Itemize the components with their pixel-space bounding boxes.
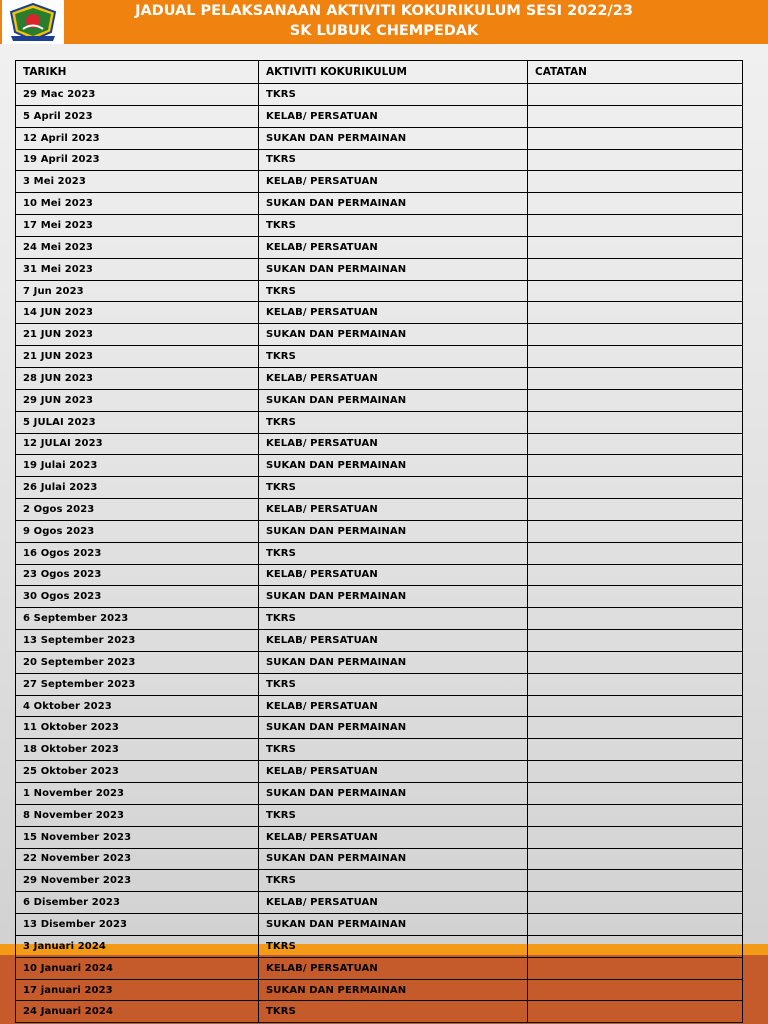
cell-date: 13 Disember 2023 <box>16 914 259 936</box>
cell-activity: KELAB/ PERSATUAN <box>259 302 528 324</box>
table-row <box>16 520 743 542</box>
table-row <box>16 171 743 193</box>
cell-notes <box>528 84 743 106</box>
cell-date: 25 Oktober 2023 <box>16 761 259 783</box>
cell-notes <box>528 914 743 936</box>
cell-notes <box>528 1001 743 1023</box>
table-row <box>16 630 743 652</box>
cell-date: 16 Ogos 2023 <box>16 542 259 564</box>
cell-date: 12 JULAI 2023 <box>16 433 259 455</box>
cell-date: 6 September 2023 <box>16 608 259 630</box>
schedule-table <box>15 60 743 1023</box>
cell-activity: KELAB/ PERSATUAN <box>259 761 528 783</box>
cell-notes <box>528 411 743 433</box>
cell-activity: KELAB/ PERSATUAN <box>259 564 528 586</box>
table-row <box>16 149 743 171</box>
cell-activity: TKRS <box>259 1001 528 1023</box>
cell-activity: TKRS <box>259 346 528 368</box>
cell-date: 7 Jun 2023 <box>16 280 259 302</box>
cell-date: 3 Januari 2024 <box>16 935 259 957</box>
title-bar <box>0 0 768 44</box>
cell-notes <box>528 367 743 389</box>
table-row <box>16 848 743 870</box>
cell-notes <box>528 564 743 586</box>
cell-notes <box>528 149 743 171</box>
cell-activity: TKRS <box>259 935 528 957</box>
cell-date: 13 September 2023 <box>16 630 259 652</box>
page-title: JADUAL PELAKSANAAN AKTIVITI KOKURIKULUM SESI 2022/23 <box>135 3 633 19</box>
cell-date: 22 November 2023 <box>16 848 259 870</box>
cell-notes <box>528 193 743 215</box>
cell-activity: TKRS <box>259 804 528 826</box>
cell-notes <box>528 171 743 193</box>
cell-date: 10 Mei 2023 <box>16 193 259 215</box>
cell-date: 23 Ogos 2023 <box>16 564 259 586</box>
cell-notes <box>528 499 743 521</box>
cell-activity: KELAB/ PERSATUAN <box>259 630 528 652</box>
cell-activity: SUKAN DAN PERMAINAN <box>259 258 528 280</box>
table-row <box>16 673 743 695</box>
table-row <box>16 389 743 411</box>
table-row <box>16 302 743 324</box>
cell-activity: TKRS <box>259 542 528 564</box>
table-row <box>16 695 743 717</box>
cell-notes <box>528 717 743 739</box>
table-row <box>16 717 743 739</box>
cell-activity: SUKAN DAN PERMAINAN <box>259 979 528 1001</box>
cell-date: 9 Ogos 2023 <box>16 520 259 542</box>
table-row <box>16 346 743 368</box>
table-row <box>16 433 743 455</box>
cell-notes <box>528 346 743 368</box>
table-row <box>16 367 743 389</box>
table-row <box>16 957 743 979</box>
cell-date: 18 Oktober 2023 <box>16 739 259 761</box>
table-row <box>16 564 743 586</box>
table-row <box>16 935 743 957</box>
table-row <box>16 739 743 761</box>
cell-activity: TKRS <box>259 477 528 499</box>
cell-notes <box>528 826 743 848</box>
cell-activity: KELAB/ PERSATUAN <box>259 433 528 455</box>
table-row <box>16 914 743 936</box>
column-header-notes: CATATAN <box>528 61 743 84</box>
table-row <box>16 236 743 258</box>
cell-activity: SUKAN DAN PERMAINAN <box>259 848 528 870</box>
cell-date: 29 Mac 2023 <box>16 84 259 106</box>
cell-date: 2 Ogos 2023 <box>16 499 259 521</box>
cell-activity: SUKAN DAN PERMAINAN <box>259 586 528 608</box>
table-row <box>16 542 743 564</box>
cell-notes <box>528 215 743 237</box>
cell-notes <box>528 542 743 564</box>
cell-activity: TKRS <box>259 739 528 761</box>
table-row <box>16 477 743 499</box>
cell-activity: KELAB/ PERSATUAN <box>259 367 528 389</box>
cell-date: 26 Julai 2023 <box>16 477 259 499</box>
cell-activity: SUKAN DAN PERMAINAN <box>259 389 528 411</box>
table-row <box>16 280 743 302</box>
cell-date: 1 November 2023 <box>16 783 259 805</box>
cell-date: 4 Oktober 2023 <box>16 695 259 717</box>
table-row <box>16 826 743 848</box>
table-row <box>16 870 743 892</box>
cell-activity: SUKAN DAN PERMAINAN <box>259 651 528 673</box>
table-row <box>16 1001 743 1023</box>
cell-activity: KELAB/ PERSATUAN <box>259 695 528 717</box>
cell-date: 14 JUN 2023 <box>16 302 259 324</box>
cell-notes <box>528 280 743 302</box>
table-row <box>16 84 743 106</box>
cell-activity: TKRS <box>259 673 528 695</box>
cell-activity: TKRS <box>259 608 528 630</box>
cell-notes <box>528 433 743 455</box>
cell-notes <box>528 979 743 1001</box>
cell-activity: SUKAN DAN PERMAINAN <box>259 520 528 542</box>
cell-activity: SUKAN DAN PERMAINAN <box>259 324 528 346</box>
cell-notes <box>528 258 743 280</box>
cell-notes <box>528 848 743 870</box>
cell-notes <box>528 608 743 630</box>
table-row <box>16 455 743 477</box>
cell-notes <box>528 455 743 477</box>
table-row <box>16 411 743 433</box>
cell-date: 30 Ogos 2023 <box>16 586 259 608</box>
table-row <box>16 586 743 608</box>
cell-notes <box>528 870 743 892</box>
cell-date: 29 JUN 2023 <box>16 389 259 411</box>
cell-date: 28 JUN 2023 <box>16 367 259 389</box>
cell-activity: KELAB/ PERSATUAN <box>259 892 528 914</box>
cell-notes <box>528 761 743 783</box>
cell-date: 12 April 2023 <box>16 127 259 149</box>
table-row <box>16 651 743 673</box>
cell-notes <box>528 651 743 673</box>
cell-activity: SUKAN DAN PERMAINAN <box>259 127 528 149</box>
table-row <box>16 608 743 630</box>
cell-notes <box>528 957 743 979</box>
table-row <box>16 215 743 237</box>
table-row <box>16 127 743 149</box>
cell-date: 6 Disember 2023 <box>16 892 259 914</box>
table-row <box>16 324 743 346</box>
cell-date: 19 April 2023 <box>16 149 259 171</box>
cell-date: 15 November 2023 <box>16 826 259 848</box>
table-row <box>16 105 743 127</box>
table-row <box>16 804 743 826</box>
cell-date: 24 Mei 2023 <box>16 236 259 258</box>
cell-notes <box>528 389 743 411</box>
cell-activity: SUKAN DAN PERMAINAN <box>259 193 528 215</box>
cell-activity: SUKAN DAN PERMAINAN <box>259 783 528 805</box>
cell-notes <box>528 892 743 914</box>
cell-date: 24 Januari 2024 <box>16 1001 259 1023</box>
cell-date: 17 Mei 2023 <box>16 215 259 237</box>
cell-activity: KELAB/ PERSATUAN <box>259 105 528 127</box>
cell-notes <box>528 302 743 324</box>
cell-activity: TKRS <box>259 411 528 433</box>
cell-notes <box>528 127 743 149</box>
cell-date: 11 Oktober 2023 <box>16 717 259 739</box>
cell-notes <box>528 695 743 717</box>
cell-notes <box>528 477 743 499</box>
cell-date: 8 November 2023 <box>16 804 259 826</box>
cell-date: 21 JUN 2023 <box>16 346 259 368</box>
cell-notes <box>528 324 743 346</box>
cell-date: 5 April 2023 <box>16 105 259 127</box>
cell-date: 19 Julai 2023 <box>16 455 259 477</box>
cell-notes <box>528 630 743 652</box>
cell-activity: TKRS <box>259 149 528 171</box>
school-logo <box>2 0 64 44</box>
cell-activity: SUKAN DAN PERMAINAN <box>259 455 528 477</box>
cell-activity: TKRS <box>259 870 528 892</box>
table-row <box>16 258 743 280</box>
cell-date: 5 JULAI 2023 <box>16 411 259 433</box>
cell-date: 29 November 2023 <box>16 870 259 892</box>
cell-notes <box>528 586 743 608</box>
table-header-row <box>16 61 743 84</box>
cell-activity: TKRS <box>259 215 528 237</box>
cell-notes <box>528 673 743 695</box>
cell-date: 21 JUN 2023 <box>16 324 259 346</box>
cell-activity: KELAB/ PERSATUAN <box>259 236 528 258</box>
column-header-date: TARIKH <box>16 61 259 84</box>
cell-notes <box>528 236 743 258</box>
table-row <box>16 499 743 521</box>
school-name: SK LUBUK CHEMPEDAK <box>289 23 479 39</box>
school-crest-icon <box>5 2 61 42</box>
column-header-activity: AKTIVITI KOKURIKULUM <box>259 61 528 84</box>
cell-date: 3 Mei 2023 <box>16 171 259 193</box>
cell-notes <box>528 520 743 542</box>
cell-date: 10 Januari 2024 <box>16 957 259 979</box>
cell-notes <box>528 935 743 957</box>
cell-notes <box>528 105 743 127</box>
cell-activity: KELAB/ PERSATUAN <box>259 171 528 193</box>
cell-activity: KELAB/ PERSATUAN <box>259 499 528 521</box>
cell-activity: SUKAN DAN PERMAINAN <box>259 914 528 936</box>
cell-activity: KELAB/ PERSATUAN <box>259 957 528 979</box>
table-row <box>16 193 743 215</box>
table-row <box>16 892 743 914</box>
cell-activity: SUKAN DAN PERMAINAN <box>259 717 528 739</box>
table-row <box>16 979 743 1001</box>
cell-date: 31 Mei 2023 <box>16 258 259 280</box>
cell-date: 27 September 2023 <box>16 673 259 695</box>
cell-notes <box>528 739 743 761</box>
table-row <box>16 783 743 805</box>
cell-date: 17 januari 2023 <box>16 979 259 1001</box>
cell-notes <box>528 783 743 805</box>
cell-activity: TKRS <box>259 84 528 106</box>
cell-activity: TKRS <box>259 280 528 302</box>
table-row <box>16 761 743 783</box>
cell-activity: KELAB/ PERSATUAN <box>259 826 528 848</box>
cell-date: 20 September 2023 <box>16 651 259 673</box>
cell-notes <box>528 804 743 826</box>
